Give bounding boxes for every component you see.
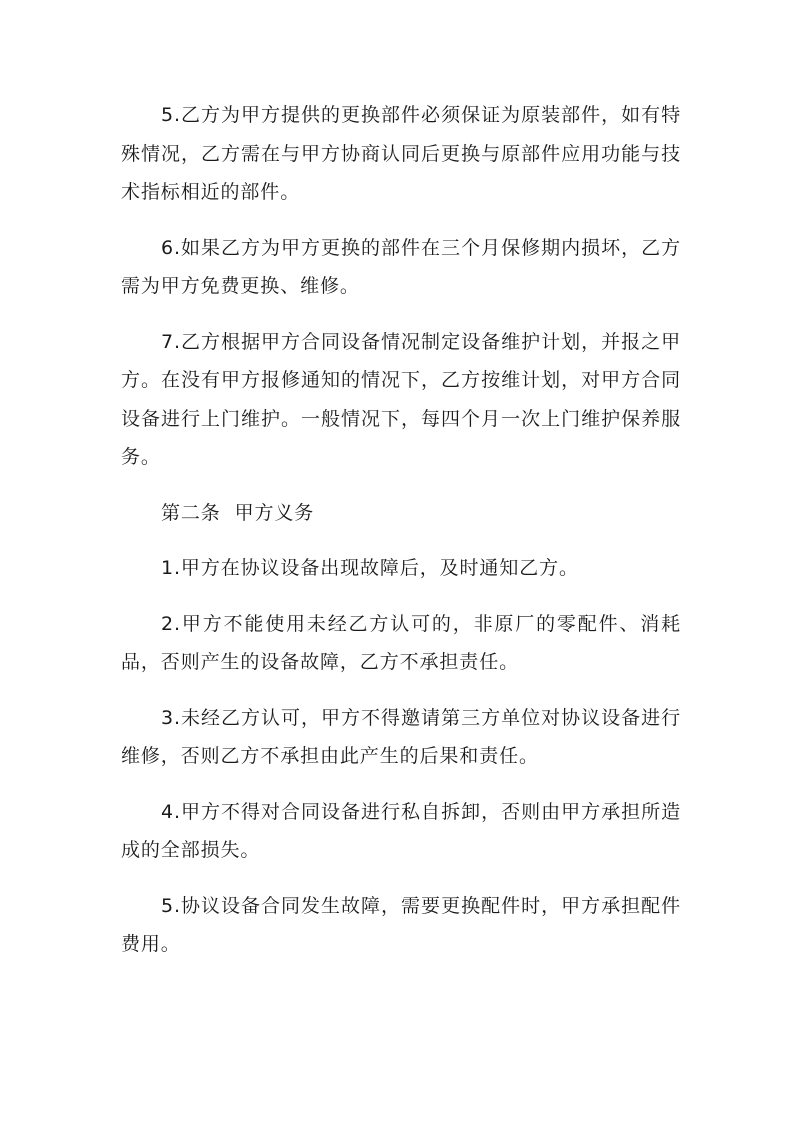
clause-paragraph: 7.乙方根据甲方合同设备情况制定设备维护计划，并报之甲方。在没有甲方报修通知的情况下，乙方按维计划，对甲方合同设备进行上门维护。一般情况下，每四个月一次上门维护保养服务。 [121,330,681,468]
clause-paragraph: 6.如果乙方为甲方更换的部件在三个月保修期内损坏，乙方需为甲方免费更换、维修。 [121,236,681,297]
clause-paragraph: 1.甲方在协议设备出现故障后，及时通知乙方。 [161,557,579,579]
document-body [121,96,681,981]
clause-paragraph: 2.甲方不能使用未经乙方认可的，非原厂的零配件、消耗品，否则产生的设备故障，乙方不承担责任。 [121,612,681,673]
clause-paragraph: 4.甲方不得对合同设备进行私自拆卸，否则由甲方承担所造成的全部损失。 [121,800,681,861]
section-heading: 第二条 甲方义务 [161,501,315,524]
clause-paragraph: 3.未经乙方认可，甲方不得邀请第三方单位对协议设备进行维修，否则乙方不承担由此产生的后果和责任。 [121,706,681,767]
clause-paragraph: 5.乙方为甲方提供的更换部件必须保证为原装部件，如有特殊情况，乙方需在与甲方协商认同后更换与原部件应用功能与技术指标相近的部件。 [121,104,681,203]
clause-paragraph: 5.协议设备合同发生故障，需要更换配件时，甲方承担配件费用。 [121,894,681,955]
